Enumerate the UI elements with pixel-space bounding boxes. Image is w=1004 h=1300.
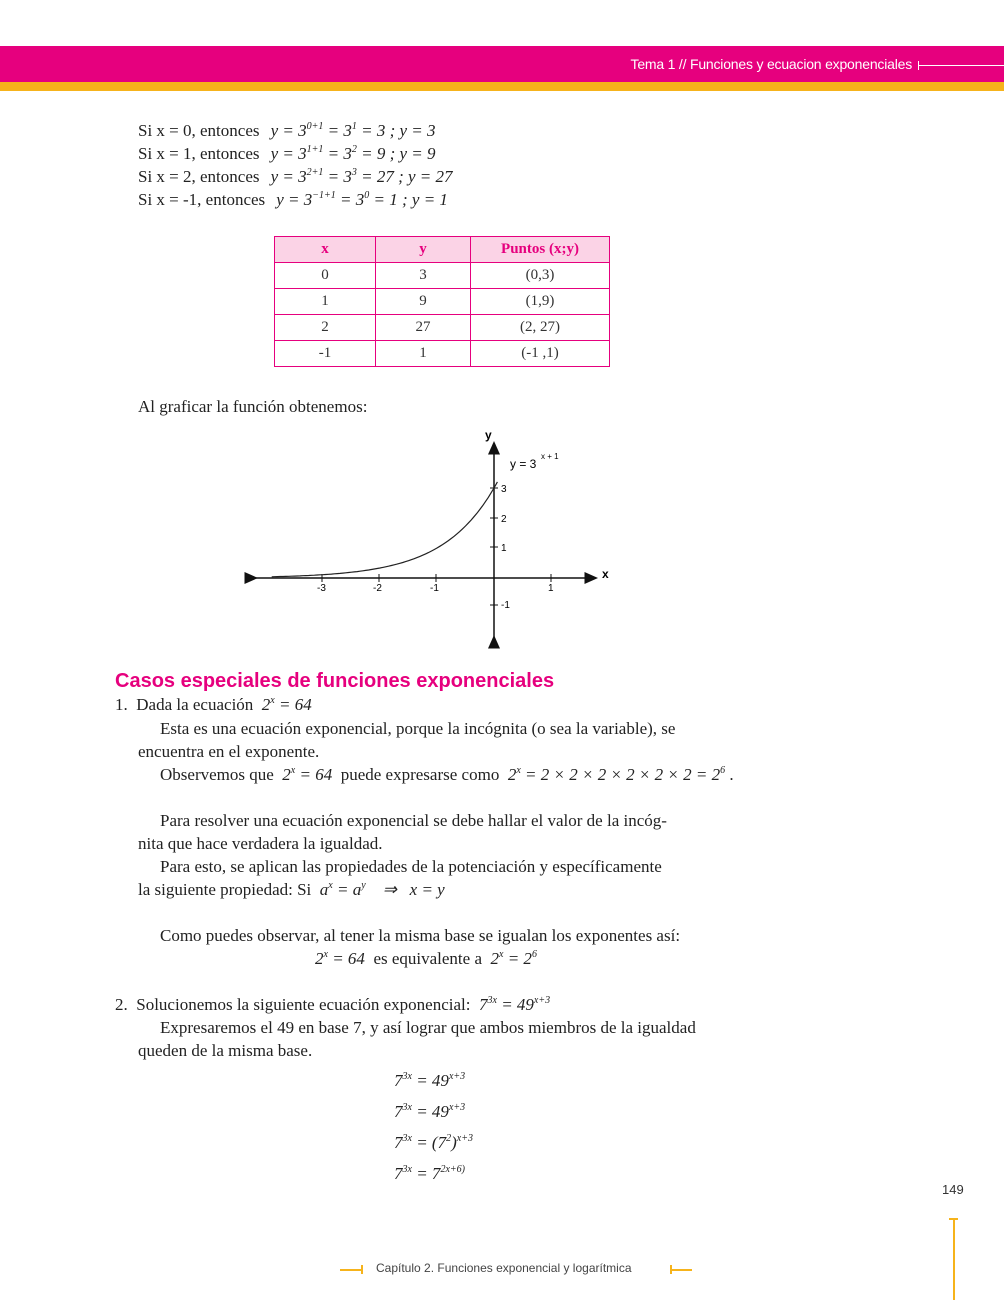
y-tick-label: 3 (501, 484, 507, 495)
function-label: y = 3 (510, 457, 537, 471)
paragraph: Como puedes observar, al tener la misma base se igualan los exponentes así: (160, 926, 681, 945)
table-row (275, 289, 610, 315)
side-decor-line (953, 1218, 955, 1300)
table-row (275, 315, 610, 341)
footer-decor-line (340, 1269, 362, 1271)
table-row (275, 341, 610, 367)
table-header-x: x (275, 237, 376, 263)
evaluation-line: Si x = 0, entonces $y = 3^{0+1} = 3^1 = 3$ ; y = 3 (138, 121, 436, 140)
table-header-points: Puntos (x;y) (471, 237, 610, 263)
x-axis-label: x (602, 567, 609, 581)
table-cell: 9 (376, 289, 471, 315)
paragraph: la siguiente propiedad: Si $a^x = a^y$ ⇒ x = y (138, 880, 445, 899)
function-label-exponent: x + 1 (541, 452, 559, 461)
graph-intro: Al graficar la función obtenemos: (138, 397, 368, 416)
page-number: 149 (942, 1182, 964, 1197)
header-title: Tema 1 // Funciones y ecuacion exponenciales (630, 56, 912, 72)
equation-step: $7^{3x} = 49^{x+3}$ (394, 1071, 466, 1090)
paragraph: Esta es una ecuación exponencial, porque la incógnita (o sea la variable), se (160, 719, 676, 738)
footer-decor-tick (361, 1265, 363, 1274)
paragraph: encuentra en el exponente. (138, 742, 320, 761)
paragraph: $2^x = 64$ es equivalente a $2^x = 2^6$ (315, 949, 537, 968)
paragraph: Observemos que $2^x = 64$ puede expresarse como $2^x = 2 \times 2 \times 2 \times 2 \times 2 \times 2 = 2^6$ . (160, 765, 734, 784)
table-cell: -1 (275, 341, 376, 367)
equation-step: $7^{3x} = (7^2)^{x+3}$ (394, 1133, 473, 1152)
equation-step: $7^{3x} = 7^{2x+6)}$ (394, 1164, 465, 1183)
evaluation-line: Si x = 1, entonces $y = 3^{1+1} = 3^2 = 9$ ; y = 9 (138, 144, 436, 163)
x-tick-label: -2 (373, 583, 382, 594)
footer-text: Capítulo 2. Funciones exponencial y logarítmica (376, 1261, 632, 1275)
table-cell: 2 (275, 315, 376, 341)
table-cell: (2, 27) (471, 315, 610, 341)
paragraph: Para esto, se aplican las propiedades de la potenciación y específicamente (160, 857, 662, 876)
evaluation-line: Si x = -1, entonces $y = 3^{-1+1} = 3^0 = 1$ ; y = 1 (138, 190, 448, 209)
values-table (274, 236, 610, 367)
item-1: 1. Dada la ecuación $2^x = 64$ (115, 695, 312, 714)
equation-step: $7^{3x} = 49^{x+3}$ (394, 1102, 466, 1121)
table-cell: 1 (275, 289, 376, 315)
table-cell: (1,9) (471, 289, 610, 315)
table-cell: 27 (376, 315, 471, 341)
table-cell: (0,3) (471, 263, 610, 289)
header-decor-tick (918, 61, 919, 70)
x-tick-label: -1 (430, 583, 439, 594)
table-header-row (275, 237, 610, 263)
table-cell: 3 (376, 263, 471, 289)
y-tick-label: 2 (501, 514, 507, 525)
table-cell: 0 (275, 263, 376, 289)
evaluation-line: Si x = 2, entonces $y = 3^{2+1} = 3^3 = 27$ ; y = 27 (138, 167, 453, 186)
y-tick-label: 1 (501, 543, 507, 554)
footer-decor-line (670, 1269, 692, 1271)
header-decor-line (918, 65, 1004, 66)
x-tick-label: 1 (548, 583, 554, 594)
function-graph (240, 425, 630, 650)
exponential-curve (272, 482, 498, 577)
paragraph: nita que hace verdadera la igualdad. (138, 834, 383, 853)
item-2: 2. Solucionemos la siguiente ecuación exponencial: $7^{3x} = 49^{x+3}$ (115, 995, 551, 1014)
table-header-y: y (376, 237, 471, 263)
paragraph: Para resolver una ecuación exponencial se debe hallar el valor de la incóg- (160, 811, 667, 830)
paragraph: Expresaremos el 49 en base 7, y así lograr que ambos miembros de la igualdad (160, 1018, 696, 1037)
paragraph: queden de la misma base. (138, 1041, 313, 1060)
x-tick-label: -3 (317, 583, 326, 594)
y-axis-label: y (485, 428, 492, 442)
y-tick-label: -1 (501, 600, 510, 611)
header-accent-stripe (0, 82, 1004, 91)
table-cell: (-1 ,1) (471, 341, 610, 367)
table-row (275, 263, 610, 289)
section-title: Casos especiales de funciones exponenciales (115, 670, 555, 692)
table-cell: 1 (376, 341, 471, 367)
